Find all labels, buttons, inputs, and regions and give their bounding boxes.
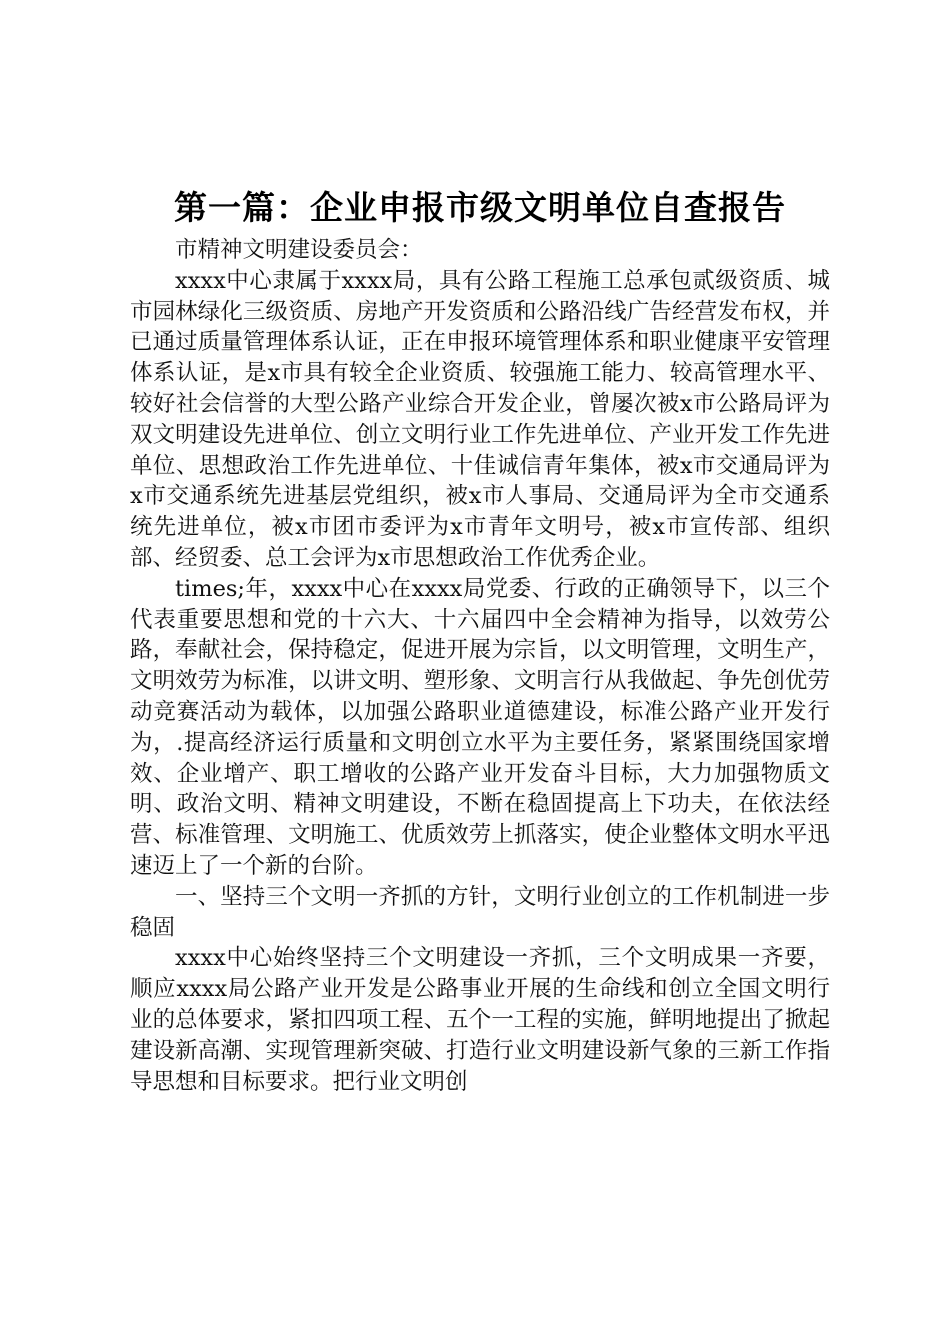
- body-paragraph: xxxx中心始终坚持三个文明建设一齐抓，三个文明成果一齐要，顺应xxxx局公路产业开发是公路事业开展的生命线和创立全国文明行业的总体要求，紧扣四项工程、五个一工程的实施，鲜明地提出了掀起建设新高潮、实现管理新突破、打造行业文明建设新气象的三新工作指导思想和目标要求。把行业文明创: [130, 945, 830, 1095]
- document-body: [130, 235, 830, 1097]
- body-paragraph: times;年，xxxx中心在xxxx局党委、行政的正确领导下，以三个代表重要思想和党的十六大、十六届四中全会精神为指导，以效劳公路，奉献社会，保持稳定，促进开展为宗旨，以文明管理，文明生产，文明效劳为标准，以讲文明、塑形象、文明言行从我做起、争先创优劳动竞赛活动为载体，以加强公路职业道德建设，标准公路产业开发行为，.提高经济运行质量和文明创立水平为主要任务，紧紧围绕国家增效、企业增产、职工增收的公路产业开发奋斗目标，大力加强物质文明、政治文明、精神文明建设，不断在稳固提高上下功夫，在依法经营、标准管理、文明施工、优质效劳上抓落实，使企业整体文明水平迅速迈上了一个新的台阶。: [130, 575, 830, 879]
- page-title: 第一篇：企业申报市级文明单位自查报告: [174, 188, 786, 227]
- salutation-paragraph: 市精神文明建设委员会：: [175, 237, 423, 263]
- section-heading: 一、坚持三个文明一齐抓的方针，文明行业创立的工作机制进一步稳固: [130, 883, 830, 941]
- body-paragraph: xxxx中心隶属于xxxx局，具有公路工程施工总承包贰级资质、城市园林绿化三级资质、房地产开发资质和公路沿线广告经营发布权，并已通过质量管理体系认证，正在申报环境管理体系和职业健康平安管理体系认证，是x市具有较全企业资质、较强施工能力、较高管理水平、较好社会信誉的大型公路产业综合开发企业，曾屡次被x市公路局评为双文明建设先进单位、创立文明行业工作先进单位、产业开发工作先进单位、思想政治工作先进单位、十佳诚信青年集体，被x市交通局评为x市交通系统先进基层党组织，被x市人事局、交通局评为全市交通系统先进单位，被x市团市委评为x市青年文明号，被x市宣传部、组织部、经贸委、总工会评为x市思想政治工作优秀企业。: [130, 267, 830, 571]
